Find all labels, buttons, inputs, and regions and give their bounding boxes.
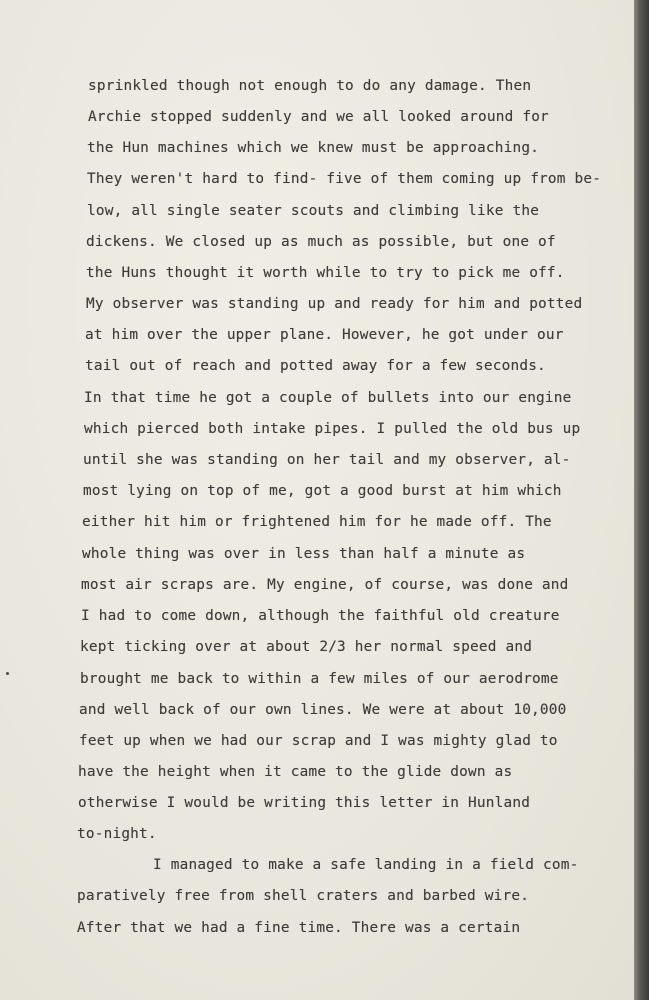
text-line: most lying on top of me, got a good burst at him which (83, 483, 562, 499)
text-line: I managed to make a safe landing in a field com- (153, 857, 579, 873)
text-line: Archie stopped suddenly and we all looked around for (88, 109, 549, 125)
text-line: brought me back to within a few miles of our aerodrome (80, 671, 559, 687)
text-line: tail out of reach and potted away for a few seconds. (85, 358, 546, 374)
text-line: to-night. (77, 826, 157, 842)
text-line: whole thing was over in less than half a minute as (82, 546, 526, 562)
text-line: low, all single seater scouts and climbing like the (87, 203, 540, 219)
text-line: and well back of our own lines. We were at about 10,000 (79, 702, 567, 718)
text-line: dickens. We closed up as much as possible, but one of (86, 234, 556, 250)
text-line: In that time he got a couple of bullets into our engine (84, 390, 572, 406)
page-edge-shadow (634, 0, 649, 1000)
text-line: After that we had a fine time. There was a certain (77, 920, 521, 936)
text-line: which pierced both intake pipes. I pulled the old bus up (84, 421, 581, 437)
text-line: have the height when it came to the glide down as (78, 764, 513, 780)
text-line: My observer was standing up and ready for him and potted (86, 296, 583, 312)
text-line: the Huns thought it worth while to try to pick me off. (86, 265, 565, 281)
text-line: until she was standing on her tail and my observer, al- (83, 452, 571, 468)
text-line: the Hun machines which we knew must be approaching. (87, 140, 540, 156)
text-line: feet up when we had our scrap and I was mighty glad to (79, 733, 558, 749)
text-line: either hit him or frightened him for he made off. The (82, 514, 552, 530)
text-line: They weren't hard to find- five of them coming up from be- (87, 171, 602, 187)
text-line: I had to come down, although the faithful old creature (81, 608, 560, 624)
margin-speck (6, 672, 9, 675)
text-line: otherwise I would be writing this letter in Hunland (78, 795, 531, 811)
text-line: at him over the upper plane. However, he got under our (85, 327, 564, 343)
text-line: most air scraps are. My engine, of course, was done and (81, 577, 569, 593)
text-line: sprinkled though not enough to do any damage. Then (88, 78, 532, 94)
text-line: paratively free from shell craters and barbed wire. (77, 888, 530, 904)
text-line: kept ticking over at about 2/3 her normal speed and (80, 639, 533, 655)
